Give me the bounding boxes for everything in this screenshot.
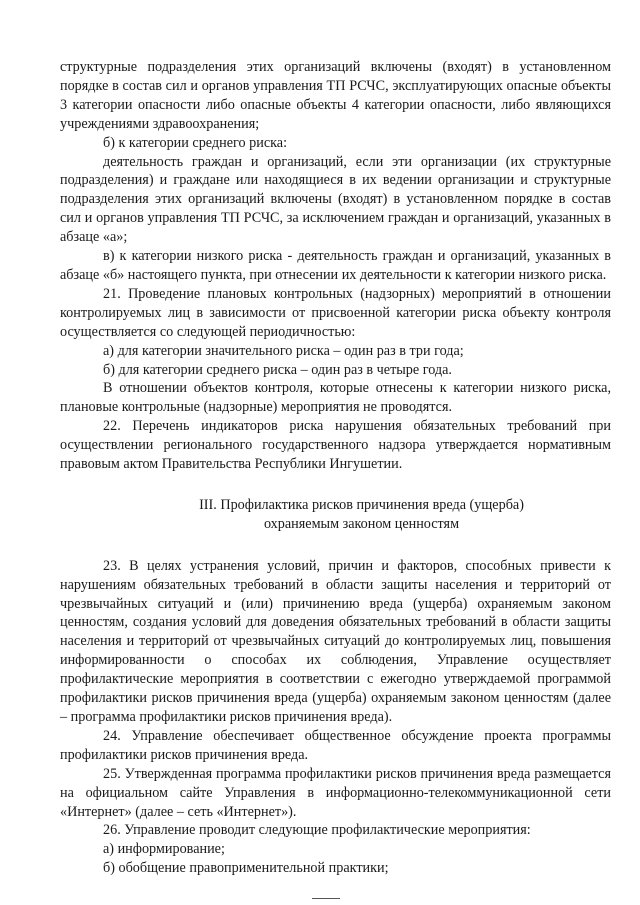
paragraph-26: 26. Управление проводит следующие профилактические мероприятия: (103, 822, 531, 839)
paragraph-category-low: в) к категории низкого риска - деятельность граждан и организаций, указанных в абзаце «б» настоящего пункта, при отнесении их деятельности к категории низкого риска. (60, 248, 611, 283)
paragraphs-bottom (60, 557, 611, 878)
paragraph-21-a: а) для категории значительного риска – один раз в три года; (103, 342, 464, 359)
paragraph-22: 22. Перечень индикаторов риска нарушения обязательных требований при осуществлении регионального государственного надзора утверждается нормативным правовым актом Правительства Республики Ингушетии. (60, 418, 611, 473)
section-title-line2: охраняемым законом ценностям (263, 515, 460, 532)
section-title (60, 496, 611, 534)
paragraph-21-b: б) для категории среднего риска – один раз в четыре года. (103, 361, 452, 378)
paragraph-continuation: структурные подразделения этих организаций включены (входят) в установленном порядке в состав сил и органов управления ТП РСЧС, эксплуатирующих опасные объекты 3 категории опасности либо опасные объекты 4 категории опасности, либо являющихся учреждениями здравоохранения; (60, 59, 611, 132)
paragraph-low-risk-note: В отношении объектов контроля, которые отнесены к категории низкого риска, плановые контрольные (надзорные) мероприятия не проводятся. (60, 380, 611, 416)
paragraph-21: 21. Проведение плановых контрольных (надзорных) мероприятий в отношении контролируемых лиц в зависимости от присвоенной категории риска объекту контроля осуществляется со следующей периодичностью: (60, 285, 611, 340)
section-title-line1: III. Профилактика рисков причинения вреда (ущерба) (199, 496, 524, 513)
paragraph-25: 25. Утвержденная программа профилактики рисков причинения вреда размещается на официальном сайте Управления в информационно-телекоммуникационной сети «Интернет» (далее – сеть «Интернет»). (60, 765, 611, 820)
paragraph-23: 23. В целях устранения условий, причин и факторов, способных привести к нарушениям обязательных требований в области защиты населения и территорий от чрезвычайных ситуаций и (или) причинению вреда (ущерба) охраняемым законом ценностям, создания условий для доведения обязательных требований в области защиты населения и территорий от чрезвычайных ситуаций до контролируемых лиц, повышения информированности о способах их соблюдения, Управление осуществляет профилактические мероприятия в соответствии с ежегодно утверждаемой программой профилактики рисков причинения вреда (ущерба) охраняемым законом ценностям (далее – программа профилактики рисков причинения вреда). (60, 557, 611, 725)
paragraph-category-medium: б) к категории среднего риска: (103, 134, 288, 151)
paragraph-24: 24. Управление обеспечивает общественное обсуждение проекта программы профилактики рисков причинения вреда. (60, 727, 611, 763)
paragraph-medium-description: деятельность граждан и организаций, если эти организации (их структурные подразделения) и граждане или находящиеся в их ведении организации и структурные подразделения этих организаций включены (входят) в установленном порядке в состав сил и органов управления ТП РСЧС, за исключением граждан и организаций, указанных в абзаце «а»; (60, 153, 611, 246)
footer-divider (312, 898, 340, 899)
document-page (60, 58, 611, 878)
paragraphs-top (60, 58, 611, 474)
paragraph-26-b: б) обобщение правоприменительной практики; (103, 860, 389, 877)
paragraph-26-a: а) информирование; (103, 841, 225, 858)
